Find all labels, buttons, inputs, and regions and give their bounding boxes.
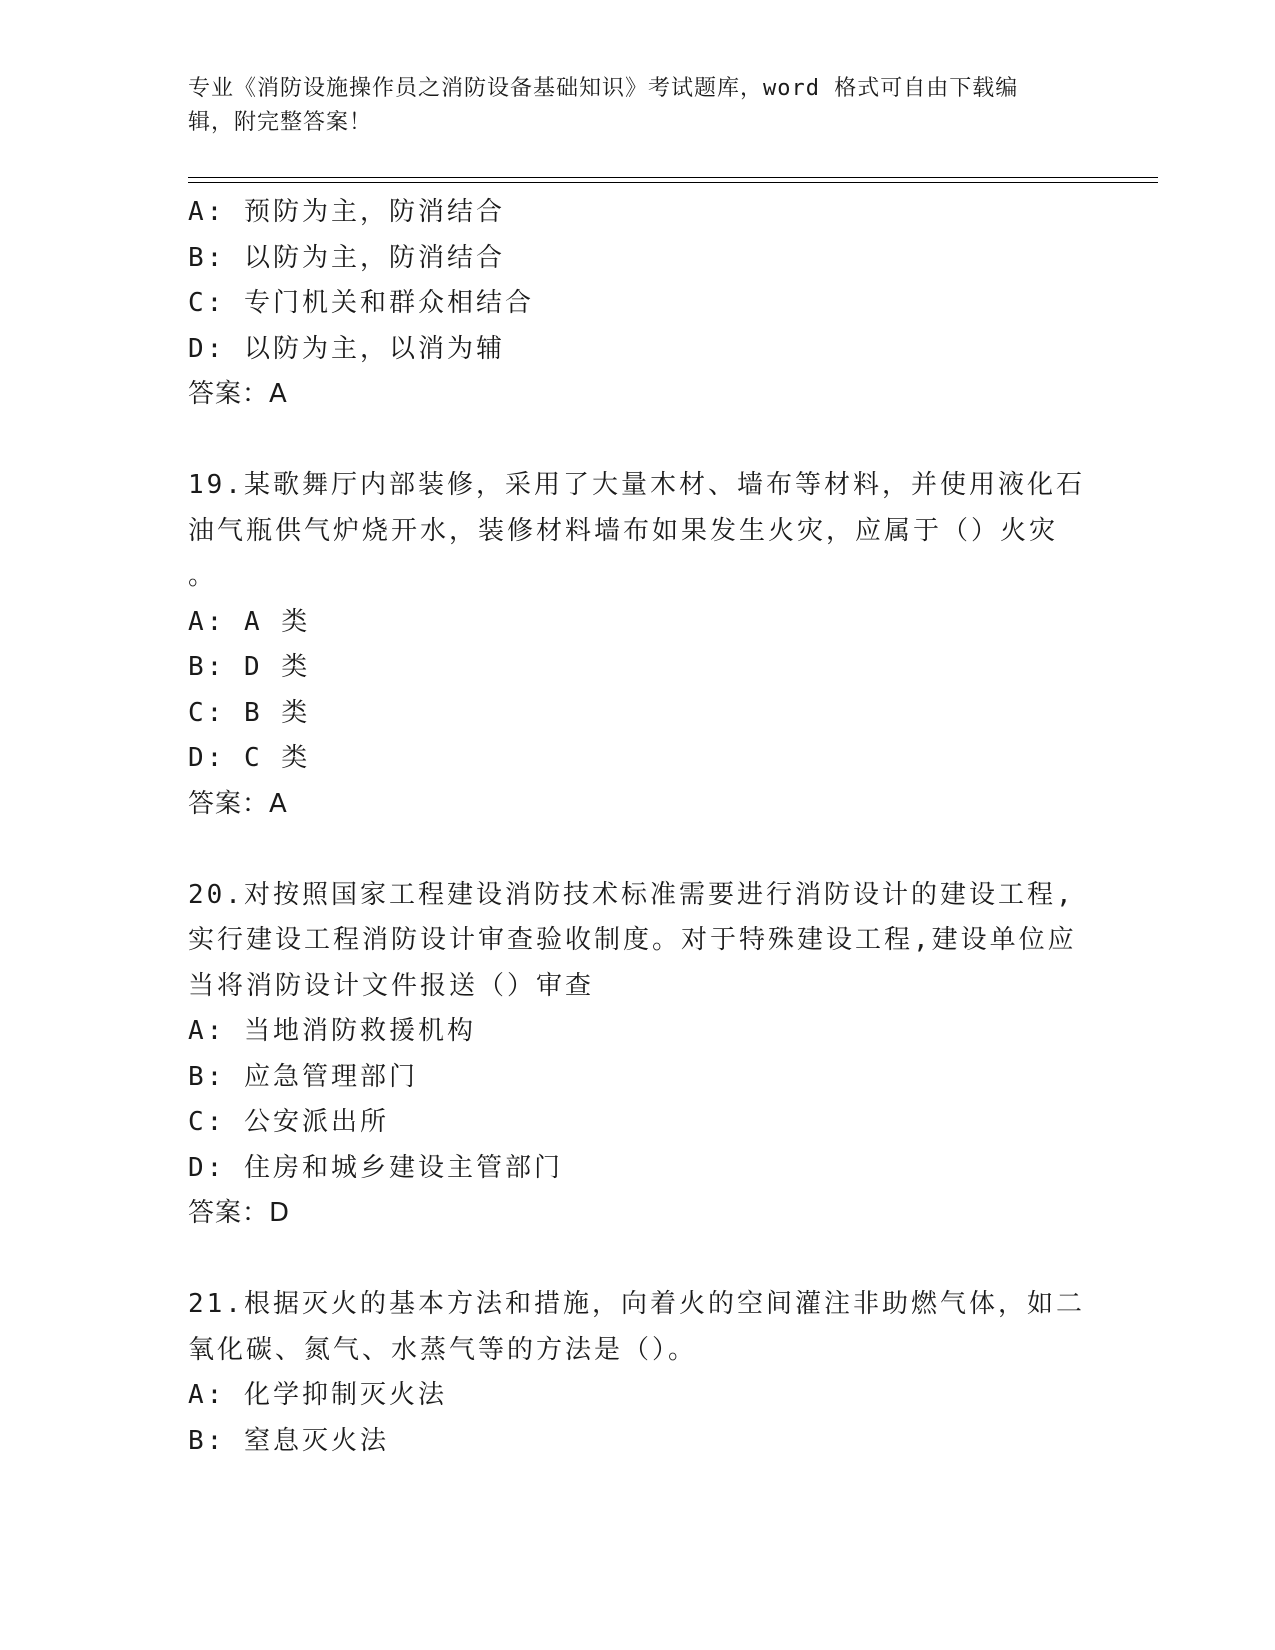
question-20 — [188, 873, 1088, 1237]
option-c: C: 专门机关和群众相结合 — [188, 288, 534, 318]
question-text-line: 氧化碳、氮气、水蒸气等的方法是（）。 — [188, 1334, 698, 1365]
option-a: A: 化学抑制灭火法 — [188, 1380, 447, 1410]
option-b: B: D 类 — [188, 652, 311, 682]
question-text-line: 19.某歌舞厅内部装修，采用了大量木材、墙布等材料，并使用液化石 — [188, 470, 1085, 500]
option-a: A: 当地消防救援机构 — [188, 1016, 476, 1046]
option-c: C: 公安派出所 — [188, 1107, 389, 1137]
question-text-line: 。 — [188, 561, 218, 591]
question-text-line: 21.根据灭火的基本方法和措施，向着火的空间灌注非助燃气体，如二 — [188, 1289, 1085, 1319]
option-b: B: 应急管理部门 — [188, 1061, 418, 1092]
option-d: D: 住房和城乡建设主管部门 — [188, 1152, 563, 1183]
question-text-line: 实行建设工程消防设计审查验收制度。对于特殊建设工程,建设单位应 — [188, 925, 1077, 955]
header-line-2: 辑，附完整答案！ — [188, 110, 373, 135]
question-list — [188, 190, 1088, 1464]
option-b: B: 以防为主，防消结合 — [188, 242, 505, 273]
option-a: A: 预防为主，防消结合 — [188, 197, 505, 227]
header-divider-top — [188, 177, 1158, 178]
document-header — [188, 72, 1068, 140]
option-d: D: C 类 — [188, 743, 311, 773]
answer-line: 答案：A — [188, 788, 288, 819]
question-18-continued — [188, 190, 1088, 418]
question-text-line: 当将消防设计文件报送（）审查 — [188, 970, 595, 1001]
header-divider-bottom — [188, 182, 1158, 183]
option-d: D: 以防为主，以消为辅 — [188, 333, 505, 364]
answer-line: 答案：D — [188, 1198, 291, 1228]
answer-line: 答案：A — [188, 379, 288, 409]
question-21 — [188, 1282, 1088, 1464]
question-19 — [188, 463, 1088, 827]
question-text-line: 20.对按照国家工程建设消防技术标准需要进行消防设计的建设工程, — [188, 879, 1075, 910]
option-a: A: A 类 — [188, 606, 311, 637]
question-text-line: 油气瓶供气炉烧开水，装修材料墙布如果发生火灾，应属于（）火灾 — [188, 515, 1059, 546]
header-line-1: 专业《消防设施操作员之消防设备基础知识》考试题库，word 格式可自由下载编 — [188, 76, 1019, 101]
option-b: B: 窒息灭火法 — [188, 1425, 389, 1456]
option-c: C: B 类 — [188, 697, 311, 728]
